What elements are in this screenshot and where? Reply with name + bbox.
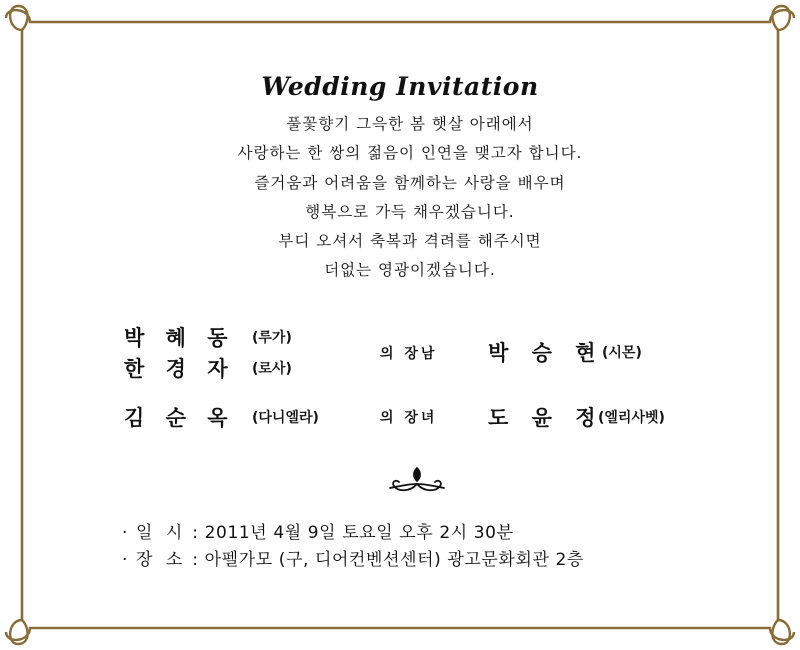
message-line: 행복으로 가득 채우겠습니다. <box>305 202 515 221</box>
corner-loop-icon <box>6 620 30 644</box>
message-line: 더없는 영광이겠습니다. <box>324 261 496 280</box>
date-line <box>122 518 514 543</box>
bride-parent-name: 김 순 옥 <box>124 406 235 430</box>
bride-name: 도 윤 정 <box>488 406 604 430</box>
groom-father-name: 박 혜 동 <box>124 326 235 350</box>
message-line: 부디 오셔서 축복과 격려를 해주시면 <box>278 232 542 251</box>
invitation-message <box>0 110 800 286</box>
date-value: 2011년 4월 9일 토요일 오후 2시 30분 <box>204 523 514 543</box>
place-label: 장 소 <box>136 550 187 570</box>
bride-parent-baptismal: (다니엘라) <box>252 410 319 426</box>
bride-relation: 의 장녀 <box>380 410 438 426</box>
message-line: 즐거움과 어려움을 함께하는 사랑을 배우며 <box>254 173 566 192</box>
groom-mother-baptismal: (로사) <box>252 361 292 377</box>
bullet: · <box>122 523 129 543</box>
groom-father-baptismal: (루가) <box>252 330 292 346</box>
invitation-title: Wedding Invitation <box>261 72 539 101</box>
corner-loop-icon <box>770 620 794 644</box>
groom-relation: 의 장남 <box>380 346 438 362</box>
date-label: 일 시 <box>136 523 187 543</box>
bullet: · <box>122 550 129 570</box>
corner-loop-icon <box>770 6 794 30</box>
message-line: 사랑하는 한 쌍의 젊음이 인연을 맺고자 합니다. <box>237 144 583 163</box>
message-line: 풀꽃향기 그윽한 봄 햇살 아래에서 <box>286 115 534 133</box>
separator: : <box>192 550 199 570</box>
place-value: 아펠가모 (구, 디어컨벤션센터) 광고문화회관 2층 <box>204 550 584 570</box>
groom-baptismal: (시몬) <box>602 345 642 361</box>
corner-loop-icon <box>6 6 30 30</box>
flourish-ornament-icon <box>386 462 448 496</box>
groom-name: 박 승 현 <box>488 341 604 365</box>
bride-baptismal: (엘리사벳) <box>598 410 665 426</box>
separator: : <box>192 523 199 543</box>
place-line <box>122 545 584 570</box>
groom-mother-name: 한 경 자 <box>124 357 235 381</box>
